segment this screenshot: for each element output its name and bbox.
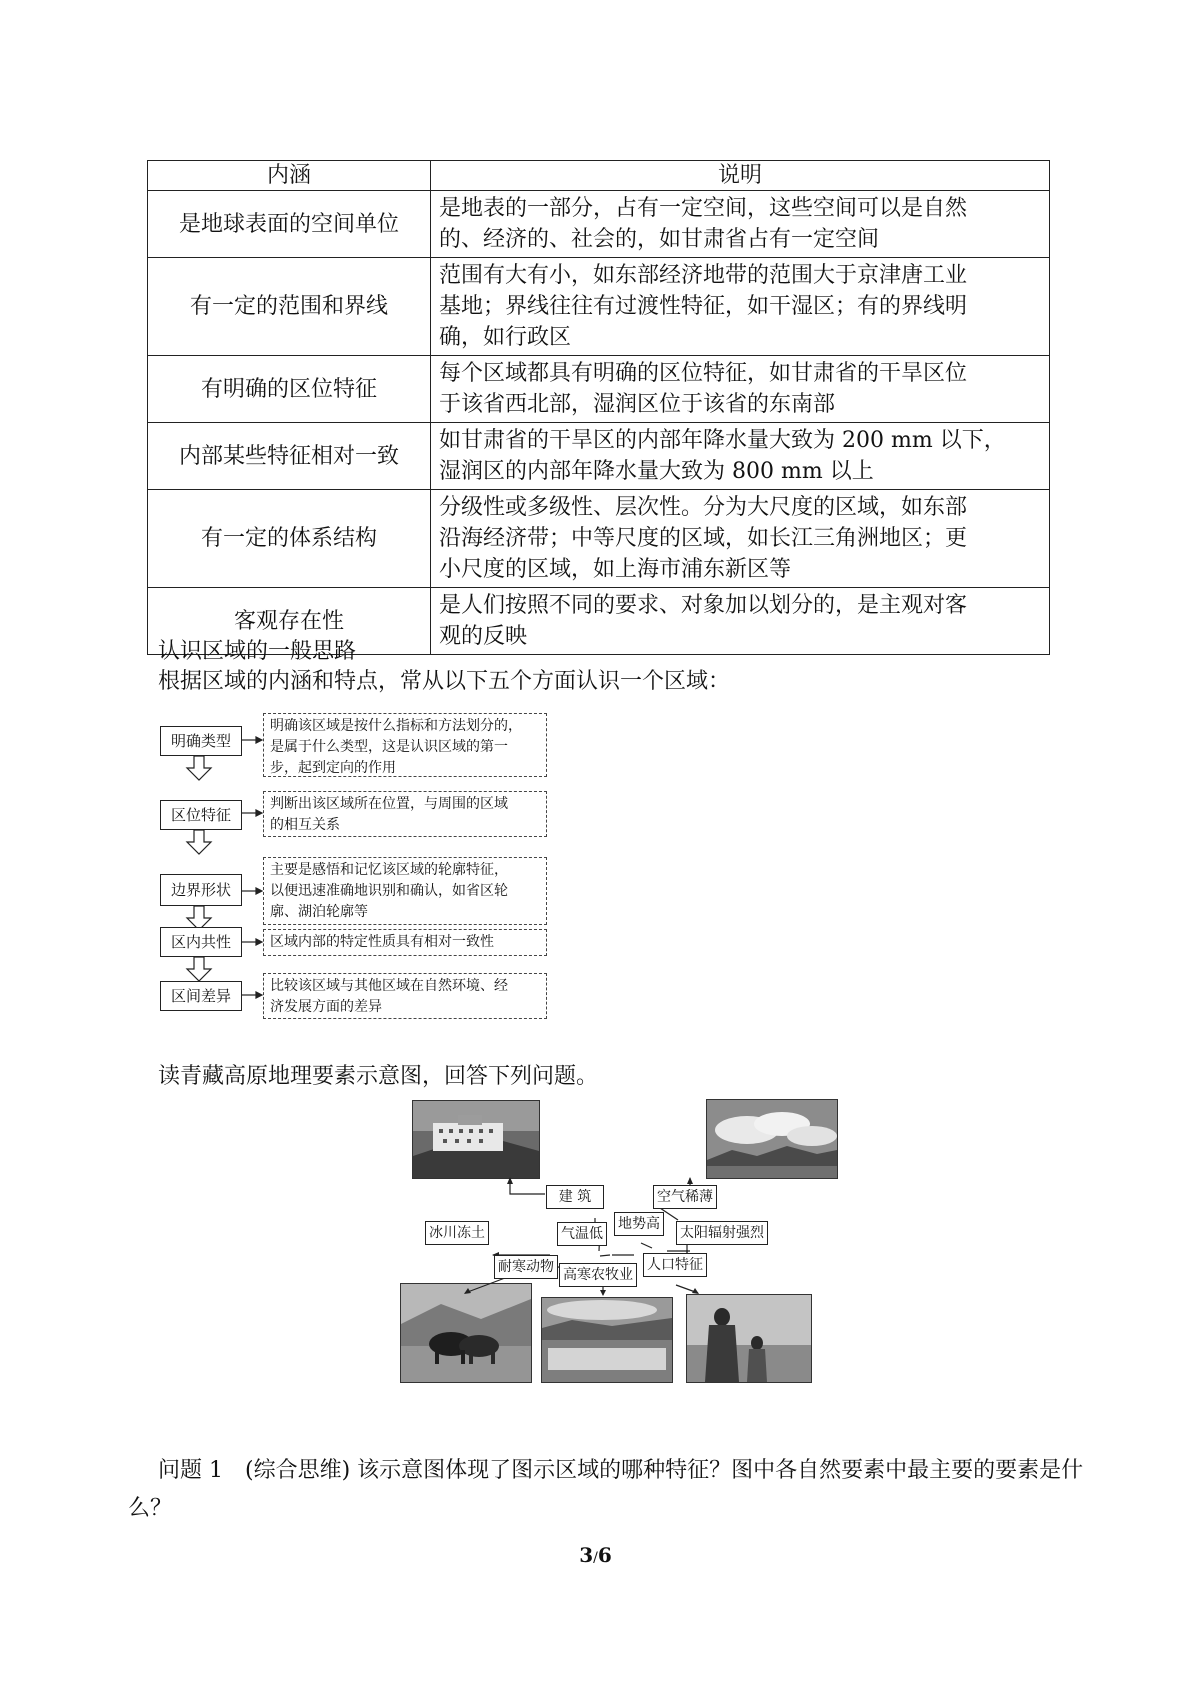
description-line: 观的反映 — [439, 624, 528, 649]
description-line: 范围有大有小，如东部经济地带的范围大于京津唐工业 — [439, 263, 968, 288]
node-building: 建 筑 — [546, 1185, 604, 1209]
row-term: 内部某些特征相对一致 — [148, 423, 431, 490]
section-heading: 认识区域的一般思路 — [158, 639, 357, 664]
page-current: 3 — [579, 1543, 594, 1567]
description-line: 湿润区的内部年降水量大致为 800 mm 以上 — [439, 459, 874, 484]
description-line: 的、经济的、社会的，如甘肃省占有一定空间 — [439, 227, 880, 252]
row-description — [431, 191, 1050, 258]
node-population: 人口特征 — [643, 1253, 707, 1277]
description-line: 是地表的一部分，占有一定空间，这些空间可以是自然 — [439, 196, 968, 221]
flow-step-difference: 区间差异 — [160, 981, 242, 1011]
table-body — [148, 191, 1050, 655]
node-low-temp: 气温低 — [557, 1222, 607, 1246]
row-description — [431, 258, 1050, 356]
down-arrow-icon — [187, 957, 211, 981]
flow-step-boundary: 边界形状 — [160, 874, 242, 906]
table-row — [148, 423, 1050, 490]
flow-desc-difference — [263, 973, 547, 1019]
flow-desc-commonality — [263, 929, 547, 956]
flow-step-type: 明确类型 — [160, 726, 242, 756]
node-alpine-farming: 高寒农牧业 — [559, 1263, 637, 1287]
flow-desc-type — [263, 713, 547, 777]
down-arrow-icon — [187, 756, 211, 780]
page-number — [0, 1543, 1191, 1567]
flow-chart — [158, 713, 558, 1053]
flow-step-location: 区位特征 — [160, 800, 242, 830]
flow-desc-line: 廓、湖泊轮廓等 — [270, 904, 368, 920]
page-total: 6 — [597, 1543, 612, 1567]
flow-desc-line: 的相互关系 — [270, 817, 340, 833]
concept-map-arrows — [400, 1098, 840, 1408]
description-line: 小尺度的区域，如上海市浦东新区等 — [439, 557, 792, 582]
question-1: 问题 1 (综合思维) 该示意图体现了图示区域的哪种特征？图中各自然要素中最主要的要素是什么？ — [128, 1458, 1084, 1521]
section-intro: 根据区域的内涵和特点，常从以下五个方面认识一个区域： — [158, 669, 731, 694]
flow-desc-line: 区域内部的特定性质具有相对一致性 — [270, 934, 494, 950]
row-description — [431, 423, 1050, 490]
node-thin-air: 空气稀薄 — [653, 1185, 717, 1209]
table-row — [148, 258, 1050, 356]
node-glacier: 冰川冻土 — [425, 1221, 489, 1245]
table-row — [148, 490, 1050, 588]
column-header-term: 内涵 — [148, 161, 431, 191]
row-term: 客观存在性 — [148, 588, 431, 655]
description-line: 沿海经济带；中等尺度的区域，如长江三角洲地区；更 — [439, 526, 968, 551]
row-term: 是地球表面的空间单位 — [148, 191, 431, 258]
description-line: 于该省西北部，湿润区位于该省的东南部 — [439, 392, 836, 417]
description-line: 确，如行政区 — [439, 325, 572, 350]
row-description — [431, 588, 1050, 655]
down-arrow-icon — [187, 830, 211, 854]
row-description — [431, 490, 1050, 588]
row-term: 有一定的范围和界线 — [148, 258, 431, 356]
concept-map — [400, 1098, 840, 1408]
row-term: 有明确的区位特征 — [148, 356, 431, 423]
description-line: 基地；界线往往有过渡性特征，如干湿区；有的界线明 — [439, 294, 968, 319]
flow-desc-line: 明确该区域是按什么指标和方法划分的， — [270, 718, 522, 734]
page-separator: / — [593, 1550, 598, 1566]
row-description — [431, 356, 1050, 423]
flow-desc-line: 是属于什么类型，这是认识区域的第一 — [270, 739, 508, 755]
reading-instruction: 读青藏高原地理要素示意图，回答下列问题。 — [158, 1064, 599, 1089]
description-line: 分级性或多级性、层次性。分为大尺度的区域，如东部 — [439, 495, 968, 520]
flow-desc-line: 济发展方面的差异 — [270, 999, 382, 1015]
flow-desc-boundary — [263, 857, 547, 925]
flow-desc-line: 以便迅速准确地识别和确认，如省区轮 — [270, 883, 508, 899]
column-header-description: 说明 — [431, 161, 1050, 191]
row-term: 有一定的体系结构 — [148, 490, 431, 588]
node-radiation: 太阳辐射强烈 — [676, 1221, 768, 1245]
table-header-row — [148, 161, 1050, 191]
node-high-terrain: 地势高 — [614, 1212, 664, 1236]
description-line: 如甘肃省的干旱区的内部年降水量大致为 200 mm 以下， — [439, 428, 1006, 453]
description-line: 每个区域都具有明确的区位特征，如甘肃省的干旱区位 — [439, 361, 968, 386]
flow-desc-line: 步，起到定向的作用 — [270, 760, 396, 776]
flow-desc-line: 比较该区域与其他区域在自然环境、经 — [270, 978, 508, 994]
flow-desc-line: 判断出该区域所在位置，与周围的区域 — [270, 796, 508, 812]
flow-desc-location — [263, 791, 547, 837]
table-row — [148, 191, 1050, 258]
description-line: 是人们按照不同的要求、对象加以划分的，是主观对客 — [439, 593, 968, 618]
flow-step-commonality: 区内共性 — [160, 927, 242, 957]
node-cold-animals: 耐寒动物 — [494, 1255, 558, 1279]
flow-desc-line: 主要是感悟和记忆该区域的轮廓特征， — [270, 862, 508, 878]
table-row — [148, 356, 1050, 423]
concept-table — [147, 160, 1050, 655]
